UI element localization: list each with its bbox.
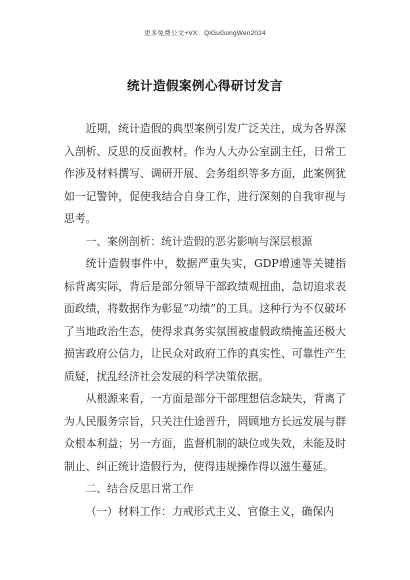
section-heading-1: 一、案例剖析：统计造假的恶劣影响与深层根源: [85, 234, 313, 248]
document-body: [64, 118, 346, 523]
paragraph-material-work: （一）材料工作：力戒形式主义、官僚主义，确保内: [85, 504, 334, 518]
paragraph-case-analysis: 统计造假事件中，数据严重失实，GDP增速等关键指标背离实际，背后是部分领导干部政绩观扭曲，急切追求表面政绩，将数据作为彰显“功绩”的工具。这种行为不仅破坏了当地政治生态，使得求真务实氛围被虚假政绩掩盖还极大损害政府公信力，让民众对政府工作的真实性、可靠性产生质疑，扰乱经济社会发展的科学决策依据。: [64, 257, 346, 383]
section-heading-2: 二、结合反思日常工作: [85, 482, 194, 495]
paragraph-root-cause: 从根源来看，一方面是部分干部理想信念缺失，背离了为人民服务宗旨，只关注仕途晋升，罔顾地方长远发展与群众根本利益；另一方面，监督机制的缺位或失效，未能及时制止、纠正统计造假行为，使得违规操作得以滋生蔓延。: [64, 392, 346, 473]
header-note: 更多免费公文+VX：QiGuGongWen2024: [144, 30, 266, 37]
document-title: 统计造假案例心得研讨发言: [126, 78, 283, 93]
paragraph-intro: 近期，统计造假的典型案例引发广泛关注，成为各界深入剖析、反思的反面教材。作为人大办公室副主任，日常工作涉及材料撰写、调研开展、会务组织等多方面，此案例犹如一记警钟，促使我结合自身工作，进行深刻的自我审视与思考。: [64, 122, 346, 225]
